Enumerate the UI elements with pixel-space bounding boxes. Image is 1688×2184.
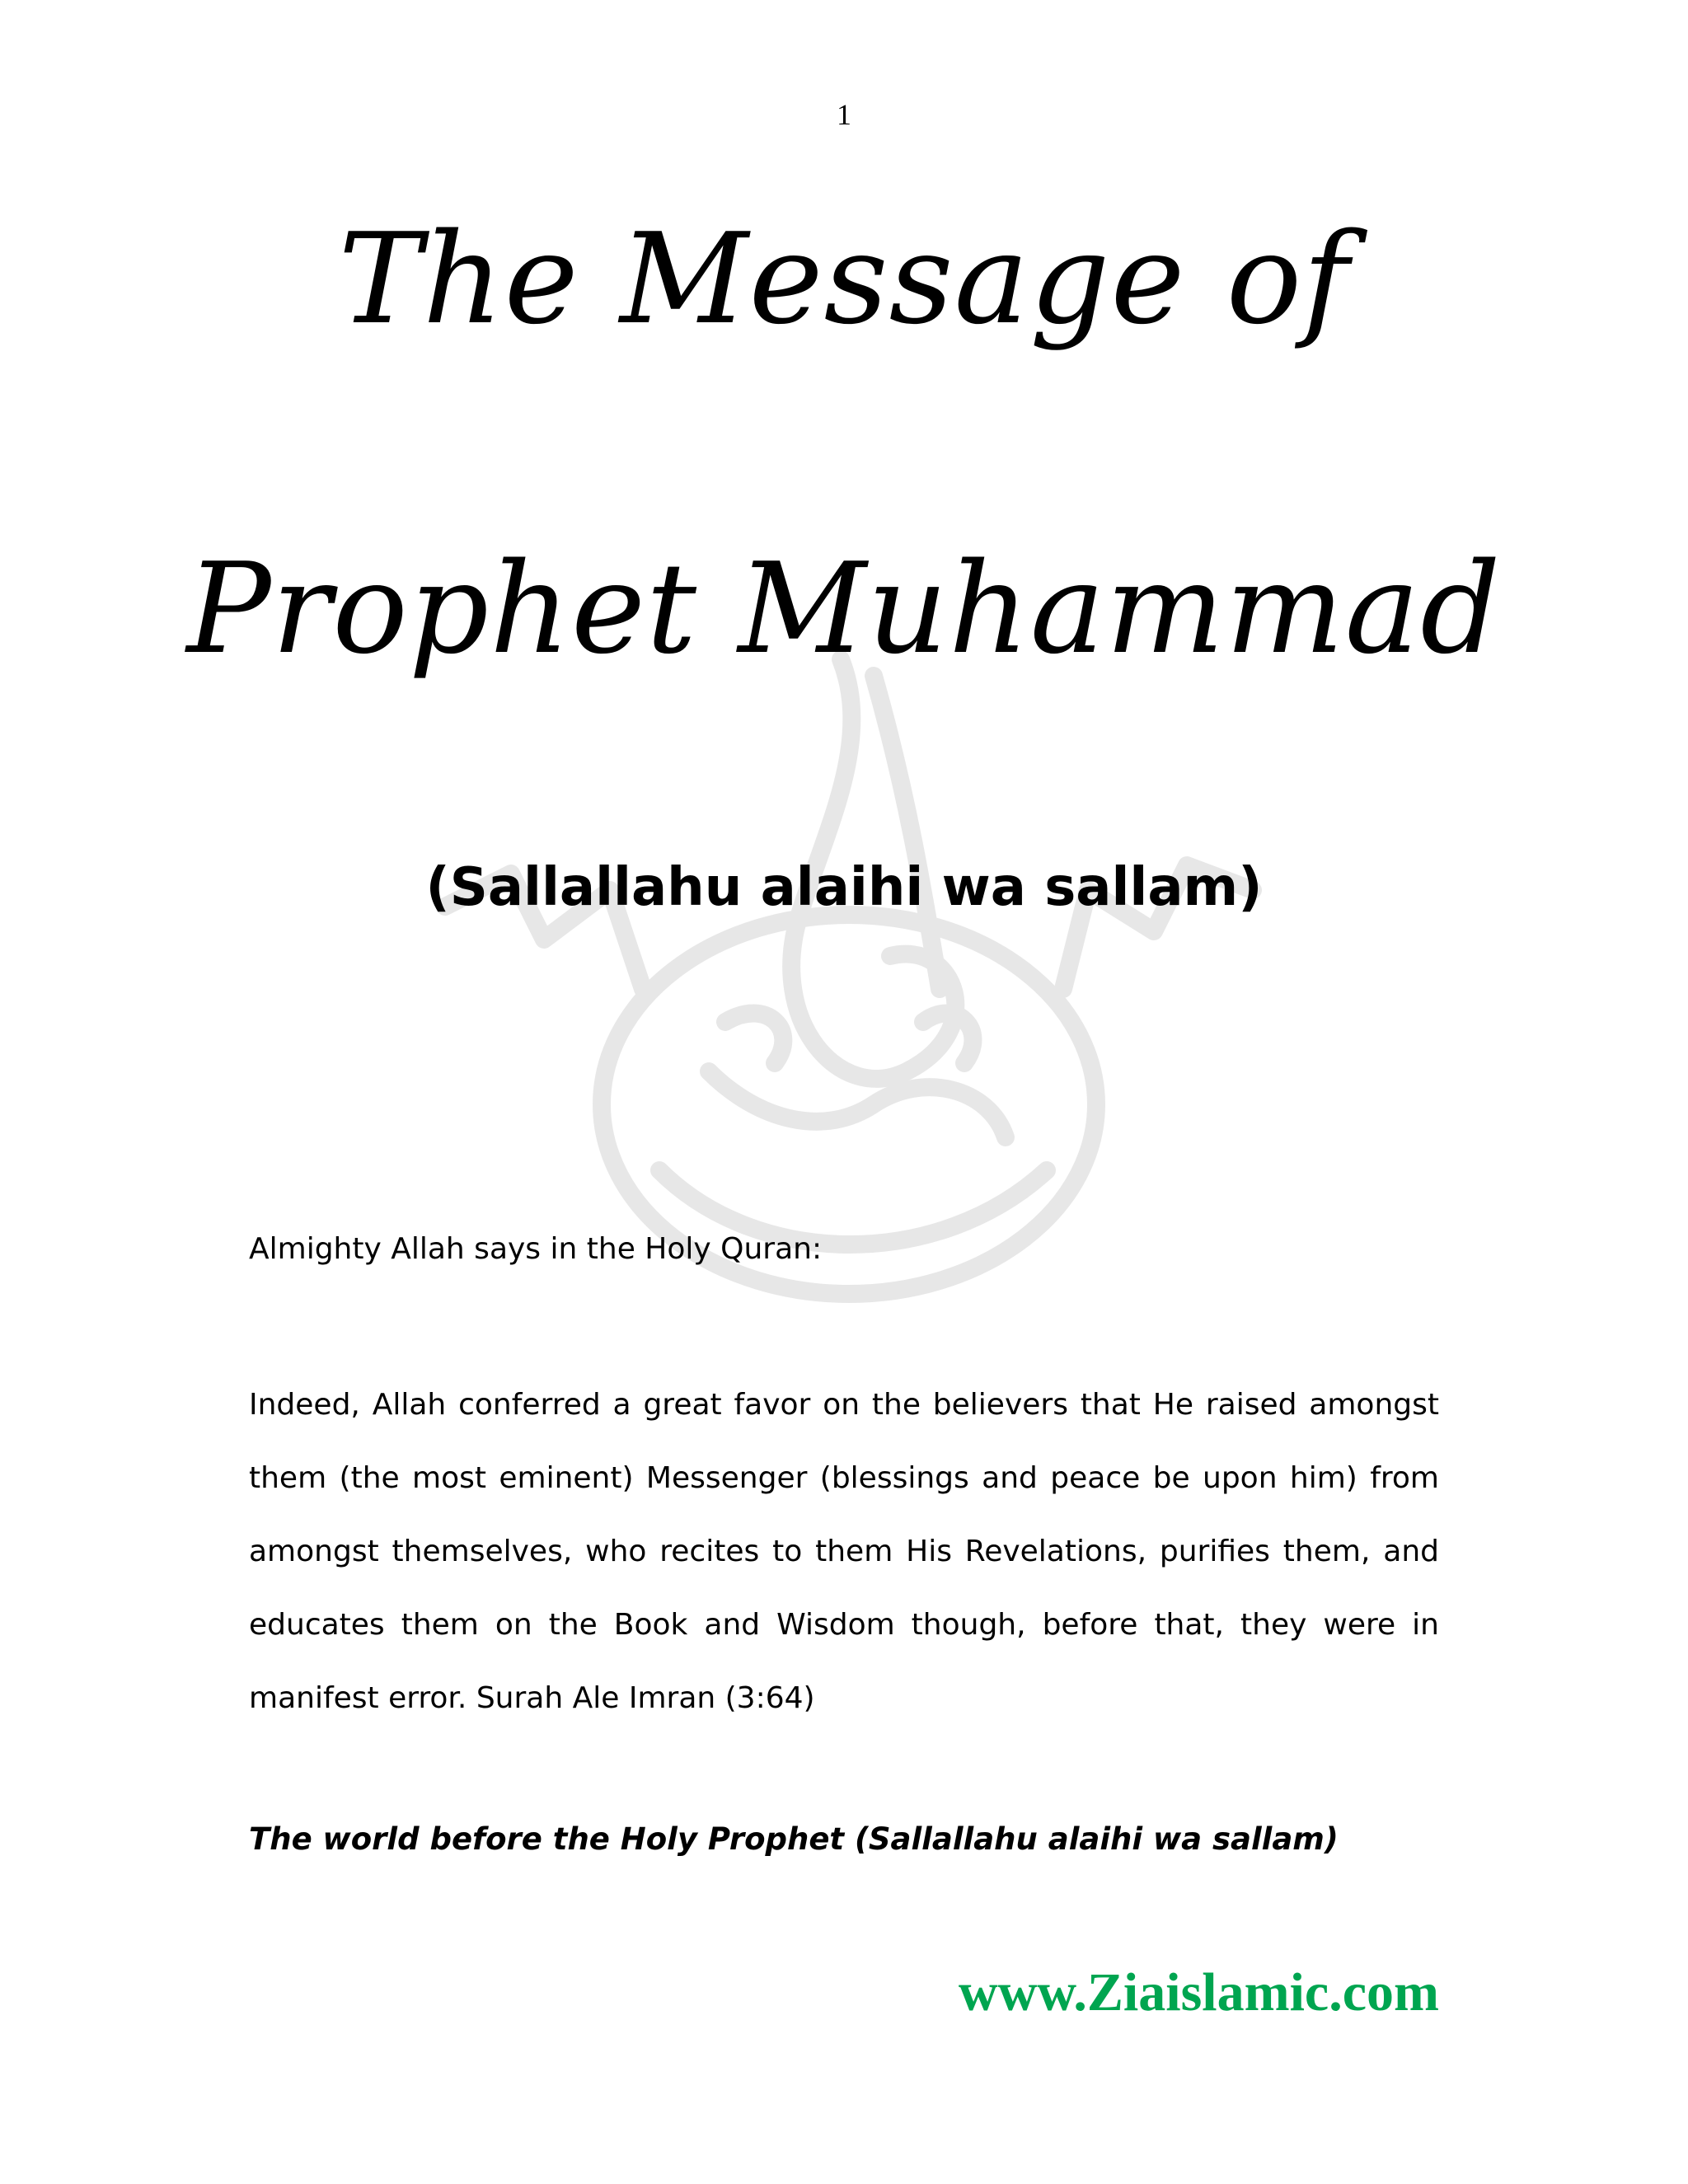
subtitle: (Sallallahu alaihi wa sallam)	[425, 857, 1263, 918]
intro-text: Almighty Allah says in the Holy Quran:	[249, 1232, 823, 1266]
website-link[interactable]: www.Ziaislamic.com	[959, 1962, 1439, 2022]
quran-verse-paragraph: Indeed, Allah conferred a great favor on the believers that He raised amongst them (the most eminent) Messenger (blessings and peace be upon him) from amongst themselves, who recites to them His Revelations, purifies them, and educates them on the Book and Wisdom though, before that, they were in manifest error. Surah Ale Imran (3:64)	[249, 1388, 1439, 1715]
title-line-2: Prophet Muhammad	[186, 536, 1502, 682]
page-number: 1	[837, 98, 851, 131]
section-heading: The world before the Holy Prophet (Sallallahu alaihi wa sallam)	[249, 1821, 1339, 1857]
title-line-1: The Message of	[338, 206, 1350, 352]
